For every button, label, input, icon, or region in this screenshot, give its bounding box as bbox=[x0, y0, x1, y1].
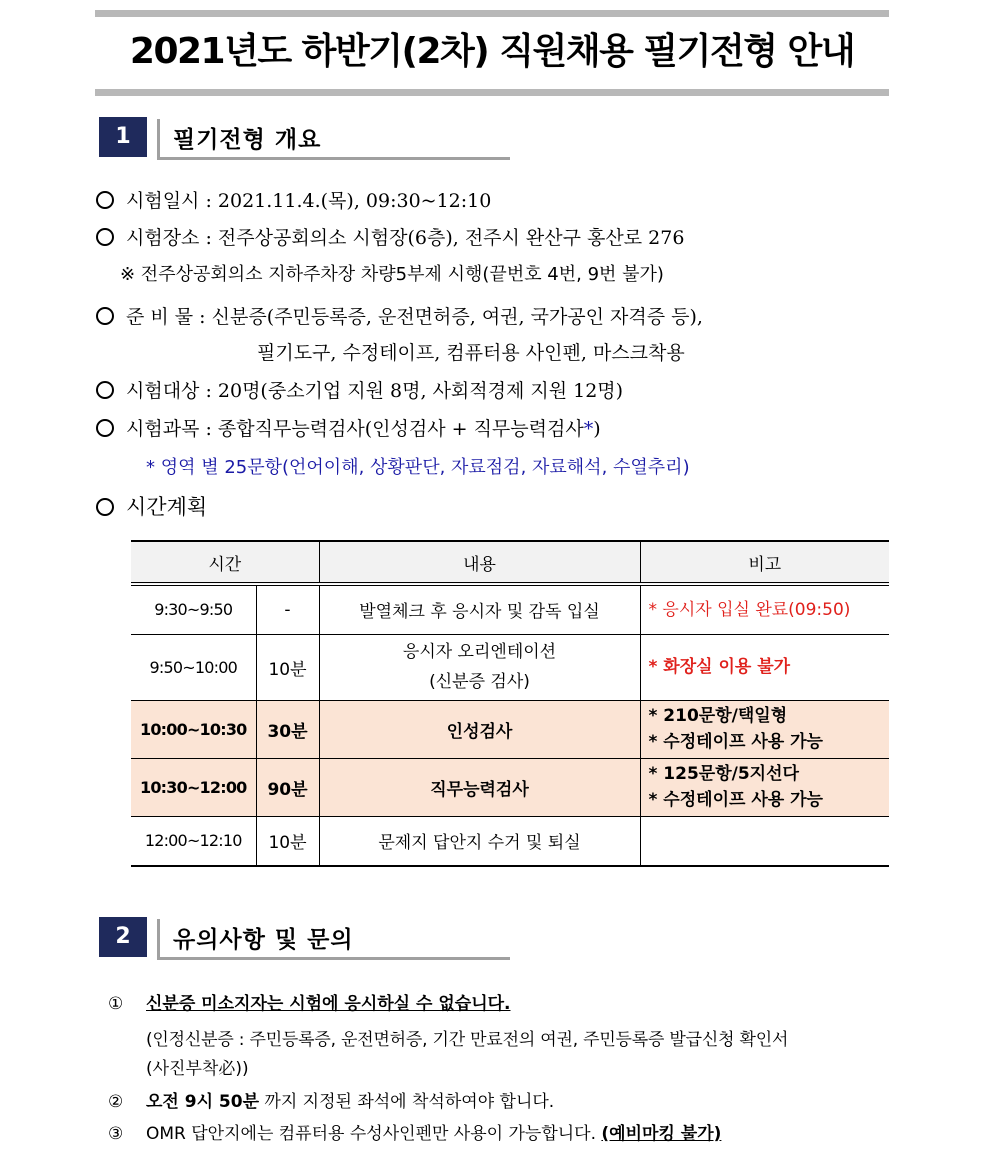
table-row bbox=[131, 758, 889, 816]
row-time: 10:00~10:30 bbox=[131, 700, 256, 758]
prep-items-value: 신분증(주민등록증, 운전면허증, 여권, 국가공인 자격증 등), bbox=[211, 306, 703, 328]
row-content: 직무능력검사 bbox=[319, 758, 640, 816]
exam-place-value: 전주상공회의소 시험장(6층), 전주시 완산구 홍산로 276 bbox=[217, 227, 685, 249]
notice-bold-text: (예비마킹 불가) bbox=[601, 1124, 722, 1144]
row-content: 발열체크 후 응시자 및 감독 입실 bbox=[319, 584, 640, 634]
title-banner bbox=[95, 10, 889, 96]
row-time: 10:30~12:00 bbox=[131, 758, 256, 816]
row-note-line1: * 125문항/5지선다 bbox=[648, 764, 799, 784]
row-note-line1: * 210문항/택일형 bbox=[648, 706, 788, 726]
row-duration: 30분 bbox=[256, 700, 319, 758]
subject-area-note: * 영역 별 25문항(언어이해, 상황판단, 자료점검, 자료해석, 수열추리) bbox=[146, 457, 690, 478]
notice-marker: ② bbox=[108, 1092, 124, 1112]
notice-item-2 bbox=[108, 1089, 554, 1115]
row-time: 9:30~9:50 bbox=[131, 584, 256, 634]
section-underline bbox=[157, 957, 510, 960]
prep-items-item bbox=[96, 304, 703, 330]
circle-bullet-icon bbox=[96, 191, 114, 209]
table-row bbox=[131, 816, 889, 866]
prep-items-value-cont: 필기도구, 수정테이프, 컴퓨터용 사인펜, 마스크착용 bbox=[257, 342, 685, 364]
section-divider bbox=[157, 919, 160, 959]
exam-date-item bbox=[96, 188, 491, 214]
table-row bbox=[131, 634, 889, 700]
notice-text: 까지 지정된 좌석에 착석하여야 합니다. bbox=[259, 1092, 555, 1112]
table-row bbox=[131, 700, 889, 758]
circle-bullet-icon bbox=[96, 381, 114, 399]
schedule-item bbox=[96, 494, 207, 520]
row-note bbox=[640, 816, 889, 866]
prep-items-label: 준 비 물 : bbox=[126, 306, 206, 328]
table-row bbox=[131, 584, 889, 634]
row-time: 9:50~10:00 bbox=[131, 634, 256, 700]
row-note: * 응시자 입실 완료(09:50) bbox=[640, 584, 889, 634]
exam-place-item bbox=[96, 225, 684, 251]
section-underline bbox=[157, 157, 510, 160]
section-1-number: 1 bbox=[99, 117, 147, 157]
section-divider bbox=[157, 119, 160, 159]
circle-bullet-icon bbox=[96, 307, 114, 325]
header-time: 시간 bbox=[131, 541, 319, 584]
row-content-line2: (신분증 검사) bbox=[429, 672, 530, 692]
title-top-rule bbox=[95, 10, 889, 17]
notice-marker: ① bbox=[108, 994, 124, 1014]
notice-item-1-detail: (인정신분증 : 주민등록증, 운전면허증, 기간 만료전의 여권, 주민등록증 발급신청 확인서 bbox=[146, 1030, 789, 1050]
exam-subject-close: ) bbox=[593, 418, 601, 440]
notice-bold-text: 오전 9시 50분 bbox=[146, 1092, 260, 1112]
row-note-line2: * 수정테이프 사용 가능 bbox=[648, 732, 823, 752]
exam-place-label: 시험장소 : bbox=[126, 227, 212, 249]
notice-marker: ③ bbox=[108, 1124, 124, 1144]
exam-date-value: 2021.11.4.(목), 09:30~12:10 bbox=[217, 190, 492, 212]
exam-subject-label: 시험과목 : bbox=[126, 418, 212, 440]
notice-item-3 bbox=[108, 1121, 721, 1147]
section-2-title: 유의사항 및 문의 bbox=[173, 927, 354, 953]
row-note bbox=[640, 700, 889, 758]
circle-bullet-icon bbox=[96, 498, 114, 516]
row-duration: - bbox=[256, 584, 319, 634]
schedule-table bbox=[131, 540, 889, 867]
exam-target-value: 20명(중소기업 지원 8명, 사회적경제 지원 12명) bbox=[217, 380, 624, 402]
circle-bullet-icon bbox=[96, 419, 114, 437]
row-duration: 10분 bbox=[256, 634, 319, 700]
circle-bullet-icon bbox=[96, 228, 114, 246]
exam-target-label: 시험대상 : bbox=[126, 380, 212, 402]
row-duration: 90분 bbox=[256, 758, 319, 816]
row-content-line1: 응시자 오리엔테이션 bbox=[402, 642, 557, 662]
row-content: 인성검사 bbox=[319, 700, 640, 758]
row-note-line2: * 수정테이프 사용 가능 bbox=[648, 790, 823, 810]
row-content bbox=[319, 634, 640, 700]
schedule-label: 시간계획 bbox=[126, 495, 208, 519]
section-1-title: 필기전형 개요 bbox=[173, 127, 322, 153]
row-time: 12:00~12:10 bbox=[131, 816, 256, 866]
row-content: 문제지 답안지 수거 및 퇴실 bbox=[319, 816, 640, 866]
exam-date-label: 시험일시 : bbox=[126, 190, 212, 212]
section-2-number: 2 bbox=[99, 917, 147, 957]
title-bottom-rule bbox=[95, 89, 889, 96]
notice-item-1 bbox=[108, 991, 511, 1017]
header-content: 내용 bbox=[319, 541, 640, 584]
notice-item-1-detail-cont: (사진부착必)) bbox=[146, 1059, 249, 1079]
header-note: 비고 bbox=[640, 541, 889, 584]
exam-target-item bbox=[96, 378, 623, 404]
page-title: 2021년도 하반기(2차) 직원채용 필기전형 안내 bbox=[129, 31, 855, 72]
table-header-row bbox=[131, 541, 889, 584]
notice-text: OMR 답안지에는 컴퓨터용 수성사인펜만 사용이 가능합니다. bbox=[146, 1124, 602, 1144]
notice-text: 신분증 미소지자는 시험에 응시하실 수 없습니다. bbox=[146, 994, 511, 1014]
parking-note: ※ 전주상공회의소 지하주차장 차량5부제 시행(끝번호 4번, 9번 불가) bbox=[120, 264, 664, 285]
row-note bbox=[640, 758, 889, 816]
exam-subject-item bbox=[96, 416, 601, 442]
exam-subject-star: * bbox=[583, 418, 594, 440]
row-duration: 10분 bbox=[256, 816, 319, 866]
row-note: * 화장실 이용 불가 bbox=[640, 634, 889, 700]
exam-subject-value: 종합직무능력검사(인성검사 + 직무능력검사 bbox=[217, 418, 584, 440]
